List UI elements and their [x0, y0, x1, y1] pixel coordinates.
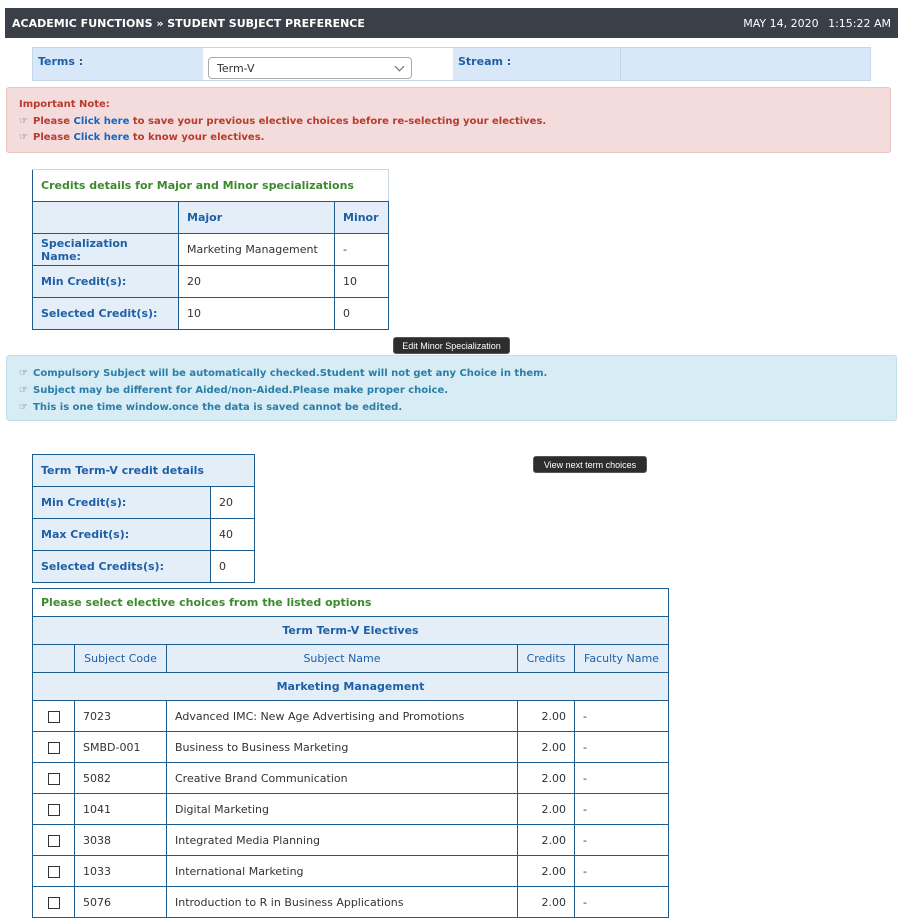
table-row: Min Credit(s): 20 10 — [33, 266, 389, 298]
page-header — [5, 8, 898, 38]
table-row: 3038 Integrated Media Planning 2.00 - — [33, 825, 669, 856]
note-heading: Important Note: — [19, 99, 110, 110]
table-row: 5076 Introduction to R in Business Applications 2.00 - — [33, 887, 669, 918]
table-row: Selected Credit(s): 10 0 — [33, 298, 389, 330]
table-row: 5082 Creative Brand Communication 2.00 - — [33, 763, 669, 794]
note-line-know: ☞ Please Click here to know your electives. — [19, 130, 878, 147]
table-row: Min Credit(s): 20 — [33, 487, 255, 519]
edit-minor-specialization-button[interactable]: Edit Minor Specialization — [393, 337, 510, 354]
electives-prompt: Please select elective choices from the listed options — [33, 589, 669, 617]
electives-term-heading: Term Term-V Electives — [33, 617, 669, 645]
pointing-hand-icon: ☞ — [19, 115, 28, 127]
minor-column-header: Minor — [335, 202, 389, 234]
save-choices-link[interactable]: Click here — [73, 115, 130, 127]
pointing-hand-icon: ☞ — [19, 368, 28, 379]
major-column-header: Major — [179, 202, 335, 234]
specialization-credits-table — [32, 169, 389, 330]
info-line: ☞ Compulsory Subject will be automatically checked.Student will not get any Choice in them. — [19, 365, 884, 382]
pointing-hand-icon: ☞ — [19, 132, 28, 143]
important-note — [6, 87, 891, 153]
term-table-title: Term Term-V credit details — [33, 455, 255, 487]
note-line-save: ☞ Please Click here to save your previous elective choices before re-selecting your electives. — [19, 114, 878, 131]
date-text: MAY 14, 2020 — [743, 16, 819, 30]
terms-select-cell — [203, 48, 453, 80]
chevron-down-icon — [395, 61, 405, 71]
subject-name-header: Subject Name — [167, 645, 518, 673]
terms-select-value: Term-V — [217, 61, 255, 75]
table-row: 1033 International Marketing 2.00 - — [33, 856, 669, 887]
know-electives-link[interactable]: Click here — [73, 132, 130, 143]
info-line: ☞ Subject may be different for Aided/non-Aided.Please make proper choice. — [19, 382, 884, 399]
faculty-name-header: Faculty Name — [575, 645, 669, 673]
table-row: SMBD-001 Business to Business Marketing 2.00 - — [33, 732, 669, 763]
elective-checkbox[interactable] — [48, 866, 60, 878]
elective-checkbox[interactable] — [48, 773, 60, 785]
terms-select[interactable] — [208, 57, 412, 79]
term-credit-table — [32, 454, 255, 583]
elective-checkbox[interactable] — [48, 742, 60, 754]
electives-table — [32, 588, 669, 918]
info-box — [6, 355, 897, 421]
pointing-hand-icon: ☞ — [19, 402, 28, 413]
filter-bar — [32, 47, 871, 81]
terms-label: Terms : — [38, 55, 84, 68]
view-next-term-button[interactable]: View next term choices — [533, 456, 647, 473]
elective-checkbox[interactable] — [48, 711, 60, 723]
pointing-hand-icon: ☞ — [19, 385, 28, 396]
credits-header: Credits — [518, 645, 575, 673]
table-row: 1041 Digital Marketing 2.00 - — [33, 794, 669, 825]
elective-checkbox[interactable] — [48, 897, 60, 909]
group-heading: Marketing Management — [33, 673, 669, 701]
datetime — [737, 17, 891, 30]
elective-checkbox[interactable] — [48, 804, 60, 816]
table-row: Specialization Name: Marketing Management - — [33, 234, 389, 266]
subject-code-header: Subject Code — [75, 645, 167, 673]
table-row: Selected Credits(s): 0 — [33, 551, 255, 583]
elective-checkbox[interactable] — [48, 835, 60, 847]
info-line: ☞ This is one time window.once the data is saved cannot be edited. — [19, 399, 884, 416]
page-title: ACADEMIC FUNCTIONS » STUDENT SUBJECT PREFERENCE — [12, 16, 365, 30]
table-row: 7023 Advanced IMC: New Age Advertising and Promotions 2.00 - — [33, 701, 669, 732]
time-text: 1:15:22 AM — [828, 16, 891, 30]
table-row: Max Credit(s): 40 — [33, 519, 255, 551]
credits-table-title: Credits details for Major and Minor specializations — [33, 170, 389, 202]
stream-label: Stream : — [458, 55, 512, 68]
stream-value — [620, 48, 870, 80]
